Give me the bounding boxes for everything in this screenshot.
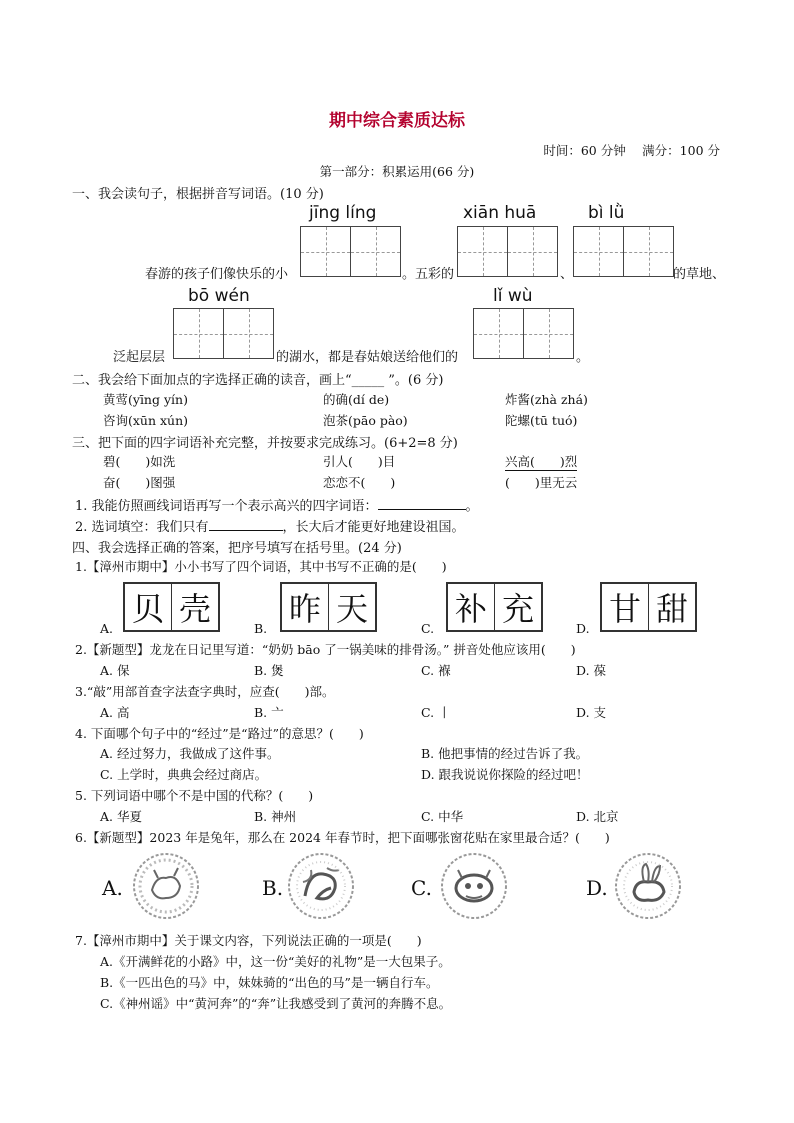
option-letter: C. (421, 621, 435, 636)
option[interactable]: C. 上学时，典典会经过商店。 (100, 767, 268, 782)
idiom-item: 引人( )目 (323, 454, 396, 469)
option-letter: D. (586, 876, 608, 900)
option[interactable]: A. 经过努力，我做成了这件事。 (100, 746, 280, 761)
s1-text-1: 春游的孩子们像快乐的小 (145, 267, 289, 282)
s1-text-2: 。五彩的 (402, 267, 455, 282)
option-letter: B. (262, 876, 284, 900)
section-1-heading: 一、我会读句子，根据拼音写词语。(10 分) (72, 187, 324, 202)
s3-question-1 (75, 495, 479, 514)
option[interactable]: D. 跟我说说你探险的经过吧！ (421, 767, 589, 782)
option[interactable]: B. 亠 (254, 705, 284, 720)
pinyin-3: bì lǜ (588, 203, 625, 223)
s2-item: 咨询(xūn xún) (103, 413, 189, 428)
answer-grid-2[interactable] (457, 226, 558, 277)
char: 壳 (178, 590, 211, 628)
option[interactable]: C. 丨 (421, 705, 451, 720)
s4-question-4: 4. 下面哪个句子中的“经过”是“路过”的意思？( ) (75, 726, 364, 741)
option[interactable]: D. 北京 (576, 809, 619, 824)
s4-question-2: 2.【新题型】龙龙在日记里写道：“奶奶 bāo 了一锅美味的排骨汤。” 拼音处他应该用( ) (75, 642, 576, 657)
option[interactable]: A. 保 (100, 663, 130, 678)
idiom-item: 碧( )如洗 (103, 454, 176, 469)
option[interactable]: D. 支 (576, 705, 607, 720)
char: 补 (448, 584, 495, 630)
s3-q1-text: 1. 我能仿照画线词语再写一个表示高兴的四字词语： (75, 499, 378, 514)
char: 甘 (602, 584, 649, 630)
s4-question-1: 1.【漳州市期中】小小书写了四个词语，其中书写不正确的是( ) (75, 559, 447, 574)
pinyin-1: jīng líng (309, 203, 377, 223)
pinyin-4: bō wén (188, 286, 250, 306)
option[interactable]: A. 华夏 (100, 809, 142, 824)
s1-text-6: 的湖水，都是春姑娘送给他们的 (276, 350, 459, 365)
option[interactable]: B. 他把事情的经过告诉了我。 (421, 746, 589, 761)
option[interactable]: D. 葆 (576, 663, 607, 678)
section-2-heading: 二、我会给下面加点的字选择正确的读音，画上“_____ ”。(6 分) (72, 373, 444, 388)
word-box-a[interactable] (123, 582, 220, 632)
papercut-dragon-icon[interactable] (287, 852, 355, 920)
char: 贝 (125, 584, 172, 630)
s2-item: 陀螺(tū tuó) (505, 413, 578, 428)
option-letter: A. (102, 876, 123, 900)
s3-q2-blank[interactable] (209, 530, 283, 531)
char: 天 (335, 590, 368, 628)
s4-question-5: 5. 下列词语中哪个不是中国的代称？( ) (75, 788, 314, 803)
papercut-tiger-icon[interactable] (440, 852, 508, 920)
s3-q1-end: 。 (465, 499, 479, 514)
s2-item: 泡茶(pāo pào) (323, 413, 408, 428)
s1-text-7: 。 (576, 350, 590, 365)
idiom-item: ( )里无云 (505, 475, 578, 490)
s3-q1-blank[interactable] (378, 509, 466, 510)
s4-question-6: 6.【新题型】2023 年是兔年，那么在 2024 年春节时，把下面哪张窗花贴在家里最合适？( ) (75, 830, 610, 845)
option-letter: B. (254, 621, 268, 636)
pinyin-5: lǐ wù (493, 286, 533, 306)
papercut-rabbit-icon[interactable] (614, 852, 682, 920)
option[interactable]: B. 煲 (254, 663, 284, 678)
s3-question-2 (75, 516, 465, 535)
s3-q2-text: 2. 选词填空：我们只有 (75, 520, 209, 535)
papercut-ox-icon[interactable] (132, 852, 200, 920)
section-3-heading: 三、把下面的四字词语补充完整，并按要求完成练习。(6+2=8 分) (72, 436, 458, 451)
option-letter: C. (411, 876, 432, 900)
option-letter: D. (576, 621, 590, 636)
char: 甜 (655, 590, 688, 628)
pinyin-2: xiān huā (463, 203, 537, 223)
s2-item: 炸酱(zhà zhá) (505, 392, 588, 407)
s4-question-3: 3.“敲”用部首查字法查字典时，应查( )部。 (75, 684, 335, 699)
s1-text-4: 的草地、 (673, 267, 726, 282)
page-title: 期中综合素质达标 (329, 111, 465, 131)
s4-question-7: 7.【漳州市期中】关于课文内容，下列说法正确的一项是( ) (75, 933, 422, 948)
option[interactable]: A.《开满鲜花的小路》中，这一份“美好的礼物”是一大包果子。 (100, 954, 451, 969)
idiom-item-underlined: 兴高( )烈 (505, 454, 578, 469)
idiom-item: 奋( )图强 (103, 475, 176, 490)
s1-text-5: 泛起层层 (113, 350, 166, 365)
word-box-d[interactable] (600, 582, 697, 632)
s1-text-3: 、 (560, 267, 574, 282)
option[interactable]: C. 褓 (421, 663, 451, 678)
answer-grid-5[interactable] (473, 308, 574, 359)
section-4-heading: 四、我会选择正确的答案，把序号填写在括号里。(24 分) (72, 541, 402, 556)
word-box-b[interactable] (280, 582, 377, 632)
word-box-c[interactable] (446, 582, 543, 632)
option[interactable]: A. 高 (100, 705, 130, 720)
s2-item: 的确(dí de) (323, 392, 390, 407)
char: 充 (501, 590, 534, 628)
s2-item: 黄莺(yīng yín) (103, 392, 188, 407)
option[interactable]: B. 神州 (254, 809, 297, 824)
char: 昨 (282, 584, 329, 630)
part-heading: 第一部分：积累运用(66 分) (319, 164, 475, 179)
option[interactable]: C. 中华 (421, 809, 464, 824)
answer-grid-4[interactable] (173, 308, 274, 359)
option[interactable]: C.《神州谣》中“黄河奔”的“奔”让我感受到了黄河的奔腾不息。 (100, 996, 452, 1011)
s3-q2-text-end: ，长大后才能更好地建设祖国。 (282, 520, 465, 535)
option-letter: A. (100, 621, 114, 636)
answer-grid-1[interactable] (300, 226, 401, 277)
idiom-item: 恋恋不( ) (323, 475, 396, 490)
option[interactable]: B.《一匹出色的马》中，妹妹骑的“出色的马”是一辆自行车。 (100, 975, 439, 990)
answer-grid-3[interactable] (573, 226, 674, 277)
exam-meta: 时间：60 分钟 满分：100 分 (543, 143, 720, 158)
